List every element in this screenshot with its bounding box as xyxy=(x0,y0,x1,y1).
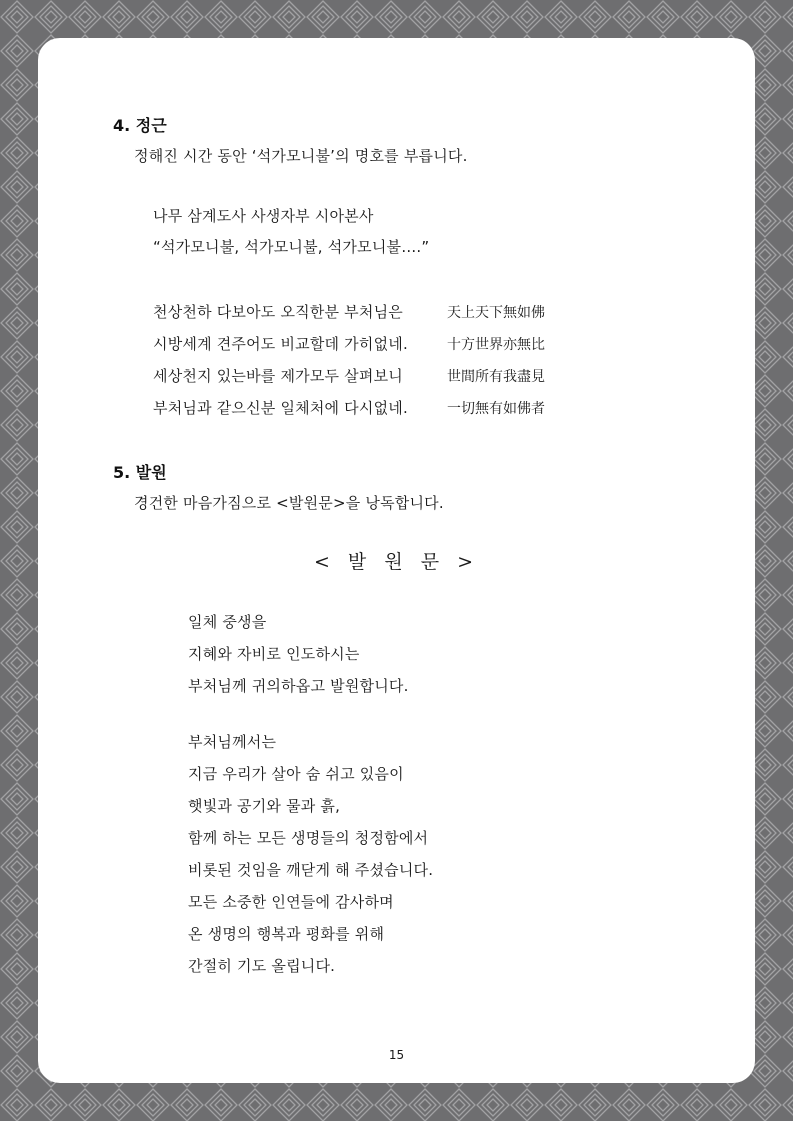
verse-korean-2: 시방세계 견주어도 비교할데 가히없네. xyxy=(153,335,408,353)
verse-korean-1: 천상천하 다보아도 오직한분 부처님은 xyxy=(153,303,403,321)
chant-line-1: 나무 삼계도사 사생자부 시아본사 xyxy=(153,207,374,225)
verse-hanja-2: 十方世界亦無比 xyxy=(447,337,545,353)
section-4-intro: 정해진 시간 동안 ‘석가모니불’의 명호를 부릅니다. xyxy=(134,147,468,165)
vow-title: < 발 원 문 > xyxy=(313,551,480,573)
page-number: 15 xyxy=(388,1048,405,1062)
section-5-heading: 5. 발원 xyxy=(113,463,167,482)
section-4-heading: 4. 정근 xyxy=(113,116,167,135)
verse-korean-4: 부처님과 같으신분 일체처에 다시없네. xyxy=(153,399,408,417)
document-page xyxy=(38,38,755,1083)
verse-korean-3: 세상천지 있는바를 제가모두 살펴보니 xyxy=(153,367,403,385)
vow-stanza1-line-3: 부처님께 귀의하옵고 발원합니다. xyxy=(188,677,409,695)
verse-hanja-1: 天上天下無如佛 xyxy=(447,305,545,321)
section-5-intro: 경건한 마음가짐으로 <발원문>을 낭독합니다. xyxy=(134,494,444,512)
vow-stanza2-line-2: 지금 우리가 살아 숨 쉬고 있음이 xyxy=(188,765,404,783)
vow-stanza2-line-7: 온 생명의 행복과 평화를 위해 xyxy=(188,925,385,943)
vow-stanza2-line-1: 부처님께서는 xyxy=(188,733,277,751)
verse-hanja-4: 一切無有如佛者 xyxy=(447,401,545,417)
vow-stanza1-line-1: 일체 중생을 xyxy=(188,613,267,631)
vow-stanza2-line-4: 함께 하는 모든 생명들의 청정함에서 xyxy=(188,829,429,847)
vow-stanza2-line-6: 모든 소중한 인연들에 감사하며 xyxy=(188,893,394,911)
vow-stanza2-line-8: 간절히 기도 올립니다. xyxy=(188,957,336,975)
vow-stanza2-line-3: 햇빛과 공기와 물과 흙, xyxy=(188,797,341,815)
vow-stanza2-line-5: 비롯된 것임을 깨닫게 해 주셨습니다. xyxy=(188,861,434,879)
vow-stanza1-line-2: 지혜와 자비로 인도하시는 xyxy=(188,645,360,663)
chant-line-2: “석가모니불, 석가모니불, 석가모니불….” xyxy=(153,238,430,256)
verse-hanja-3: 世間所有我盡見 xyxy=(447,369,545,385)
